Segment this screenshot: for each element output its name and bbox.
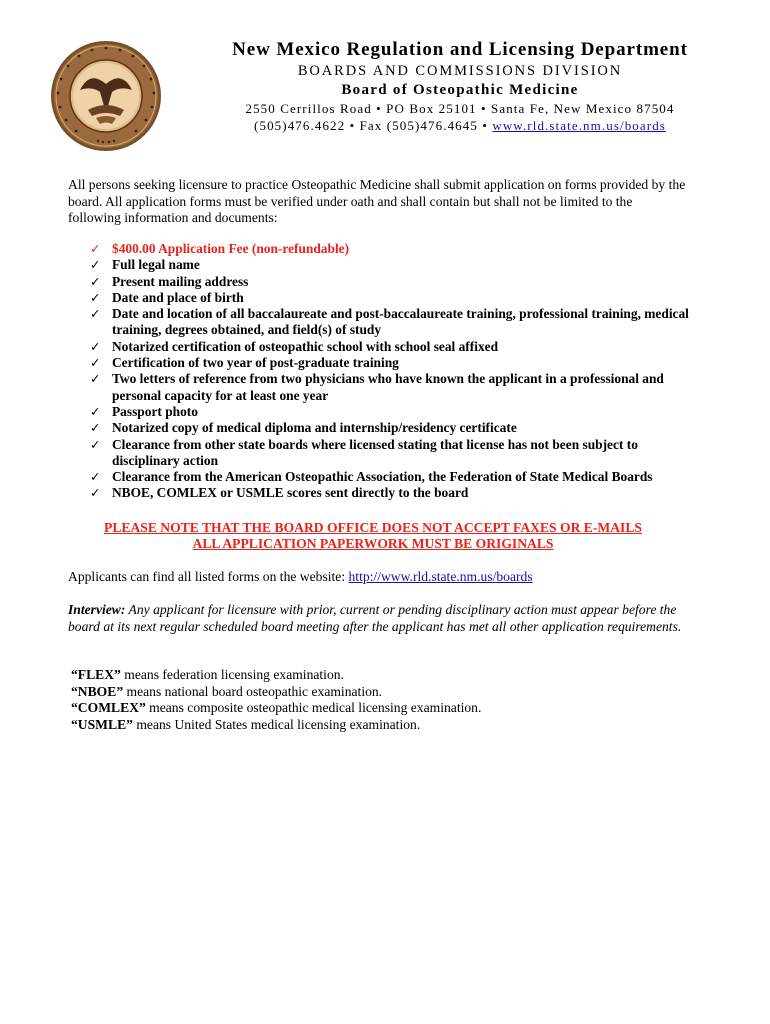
- definitions-list: [71, 667, 691, 733]
- definition-term: “COMLEX”: [71, 700, 146, 715]
- checklist-item: [90, 437, 700, 470]
- checkmark-icon: ✓: [90, 306, 101, 322]
- definition-term: “USMLE”: [71, 716, 133, 732]
- checkmark-icon: ✓: [90, 485, 101, 501]
- checkmark-icon: ✓: [90, 436, 101, 452]
- checklist-item: [90, 404, 700, 420]
- checklist-item: [90, 306, 700, 339]
- definition-meaning: means national board osteopathic examination.: [123, 683, 383, 699]
- forms-website-link[interactable]: http://www.rld.state.nm.us/boards: [348, 569, 533, 584]
- definition-meaning: means United States medical licensing examination.: [132, 716, 421, 732]
- checkmark-icon: ✓: [90, 355, 101, 371]
- checklist-item: [90, 241, 700, 257]
- checklist-item: [90, 485, 700, 501]
- phone-fax: (505)476.4622 • Fax (505)476.4645 •: [254, 118, 493, 133]
- notice-line-2: ALL APPLICATION PAPERWORK MUST BE ORIGINALS: [192, 536, 554, 552]
- contact-line: [150, 117, 770, 134]
- checklist-item: [90, 339, 700, 355]
- checkmark-icon: ✓: [90, 469, 101, 485]
- checklist-item-text: Notarized certification of osteopathic school with school seal affixed: [112, 338, 499, 354]
- forms-text: Applicants can find all listed forms on the website:: [68, 569, 349, 584]
- intro-paragraph: All persons seeking licensure to practice Osteopathic Medicine shall submit application on forms provided by the board. All application forms must be verified under oath and shall contain but shall not be limited to the following information and documents:: [68, 177, 686, 225]
- interview-paragraph: [68, 602, 688, 635]
- definition-term: “FLEX”: [71, 667, 121, 682]
- checklist-item-text: Notarized copy of medical diploma and internship/residency certificate: [112, 420, 517, 436]
- definition-meaning: means composite osteopathic medical licensing examination.: [145, 700, 482, 715]
- checkmark-icon: ✓: [90, 289, 101, 305]
- checkmark-icon: ✓: [90, 371, 101, 387]
- originals-notice: [68, 520, 678, 553]
- state-seal-logo: [50, 40, 162, 152]
- checkmark-icon: ✓: [90, 420, 101, 436]
- checkmark-icon: ✓: [90, 273, 101, 289]
- definition-item: [71, 700, 691, 717]
- definition-meaning: means federation licensing examination.: [120, 667, 344, 682]
- board-name: Board of Osteopathic Medicine: [341, 82, 579, 98]
- checklist-item: [90, 257, 700, 273]
- interview-label: Interview:: [68, 602, 126, 617]
- checklist-item: [90, 469, 700, 485]
- notice-line-1: PLEASE NOTE THAT THE BOARD OFFICE DOES NOT ACCEPT FAXES OR E-MAILS: [104, 520, 642, 535]
- checkmark-icon: ✓: [90, 241, 101, 256]
- board-website-link[interactable]: www.rld.state.nm.us/boards: [492, 118, 666, 133]
- interview-text: Any applicant for licensure with prior, current or pending disciplinary action must appear before the board at its next regular scheduled board meeting after the applicant has met all other application requirements.: [68, 602, 682, 634]
- definition-term: “NBOE”: [71, 683, 124, 699]
- checklist-item: [90, 290, 700, 306]
- definition-item: [71, 684, 691, 701]
- checklist-item-text: Certification of two year of post-graduate training: [112, 355, 399, 371]
- requirements-checklist: [90, 241, 700, 502]
- forms-website-line: [68, 569, 688, 586]
- checklist-item-text: Passport photo: [112, 403, 198, 419]
- division-name: BOARDS AND COMMISSIONS DIVISION: [297, 63, 623, 79]
- mailing-address: 2550 Cerrillos Road • PO Box 25101 • Santa Fe, New Mexico 87504: [245, 101, 675, 116]
- checklist-item-text: Present mailing address: [112, 273, 249, 289]
- checklist-item-text: NBOE, COMLEX or USMLE scores sent directly to the board: [112, 485, 469, 501]
- checkmark-icon: ✓: [90, 403, 101, 419]
- checklist-item-text: $400.00 Application Fee (non-refundable): [112, 241, 350, 256]
- checklist-item: [90, 355, 700, 371]
- definition-item: [71, 667, 691, 684]
- checkmark-icon: ✓: [90, 257, 101, 273]
- checklist-item-text: Clearance from other state boards where licensed stating that license has not been subject to disciplinary action: [112, 436, 638, 468]
- checklist-item-text: Clearance from the American Osteopathic Association, the Federation of State Medical Boards: [112, 469, 653, 485]
- checklist-item: [90, 371, 700, 404]
- department-title: New Mexico Regulation and Licensing Department: [232, 39, 688, 60]
- checklist-item-text: Full legal name: [112, 257, 200, 273]
- checklist-item-text: Two letters of reference from two physicians who have known the applicant in a professional and personal capacity for at least one year: [112, 371, 664, 403]
- checklist-item-text: Date and location of all baccalaureate and post-baccalaureate training, professional training, medical training, degrees obtained, and field(s) of study: [112, 306, 689, 338]
- letterhead: [150, 38, 770, 134]
- checklist-item-text: Date and place of birth: [112, 289, 244, 305]
- definition-item: [71, 717, 691, 734]
- checklist-item: [90, 274, 700, 290]
- checklist-item: [90, 420, 700, 436]
- checkmark-icon: ✓: [90, 338, 101, 354]
